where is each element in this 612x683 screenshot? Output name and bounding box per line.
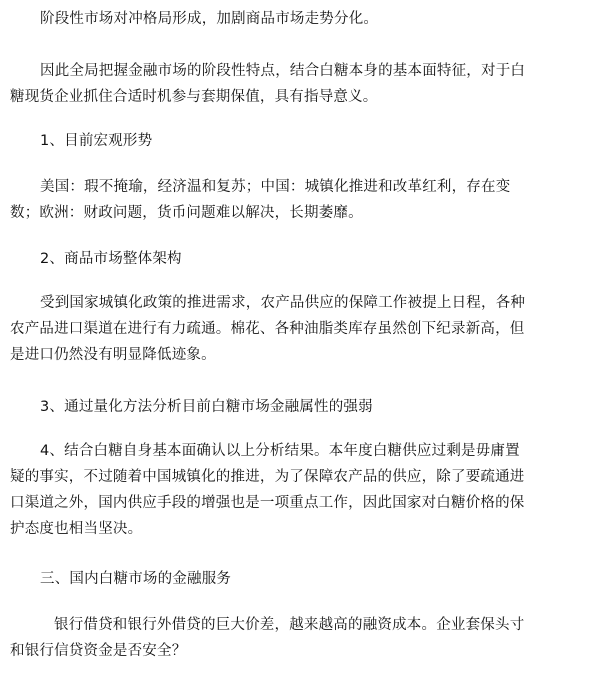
heading-financial-services [10, 566, 612, 592]
text-line: 2、商品市场整体架构 [40, 251, 182, 267]
text-line: 4、结合白糖自身基本面确认以上分析结果。本年度白糖供应过剩是毋庸置 [40, 443, 520, 459]
heading-commodity-structure [10, 246, 612, 272]
paragraph-macro-detail [10, 174, 606, 226]
paragraph-overall-grasp [10, 58, 606, 110]
text-line: 农产品进口渠道在进行有力疏通。棉花、各种油脂类库存虽然创下纪录新高，但 [10, 321, 525, 337]
text-line: 阶段性市场对冲格局形成，加剧商品市场走势分化。 [40, 11, 379, 27]
text-line: 受到国家城镇化政策的推进需求，农产品供应的保障工作被提上日程，各种 [40, 295, 526, 311]
paragraph-market-pattern [10, 6, 612, 32]
text-line: 疑的事实，不过随着中国城镇化的推进，为了保障农产品的供应，除了要疏通进 [10, 469, 525, 485]
heading-quantitative-analysis [10, 394, 612, 420]
heading-macro-situation [10, 128, 612, 154]
text-line: 三、国内白糖市场的金融服务 [40, 571, 232, 587]
text-line: 数；欧洲：财政问题，货币问题难以解决，长期萎靡。 [10, 205, 363, 221]
paragraph-commodity-detail [10, 290, 606, 368]
paragraph-fundamentals [10, 438, 606, 542]
text-line: 口渠道之外，国内供应手段的增强也是一项重点工作，因此国家对白糖价格的保 [10, 495, 525, 511]
text-line: 银行借贷和银行外借贷的巨大价差，越来越高的融资成本。企业套保头寸 [54, 617, 525, 633]
text-line: 1、目前宏观形势 [40, 133, 153, 149]
text-line: 因此全局把握金融市场的阶段性特点，结合白糖本身的基本面特征，对于白 [40, 63, 526, 79]
text-line: 护态度也相当坚决。 [10, 521, 143, 537]
paragraph-bank-lending [10, 612, 606, 664]
text-line: 是进口仍然没有明显降低迹象。 [10, 347, 216, 363]
text-line: 美国：瑕不掩瑜，经济温和复苏；中国：城镇化推进和改革红利，存在变 [40, 179, 511, 195]
text-line: 3、通过量化方法分析目前白糖市场金融属性的强弱 [40, 399, 373, 415]
text-line: 和银行信贷资金是否安全？ [10, 643, 187, 659]
text-line: 糖现货企业抓住合适时机参与套期保值，具有指导意义。 [10, 89, 378, 105]
